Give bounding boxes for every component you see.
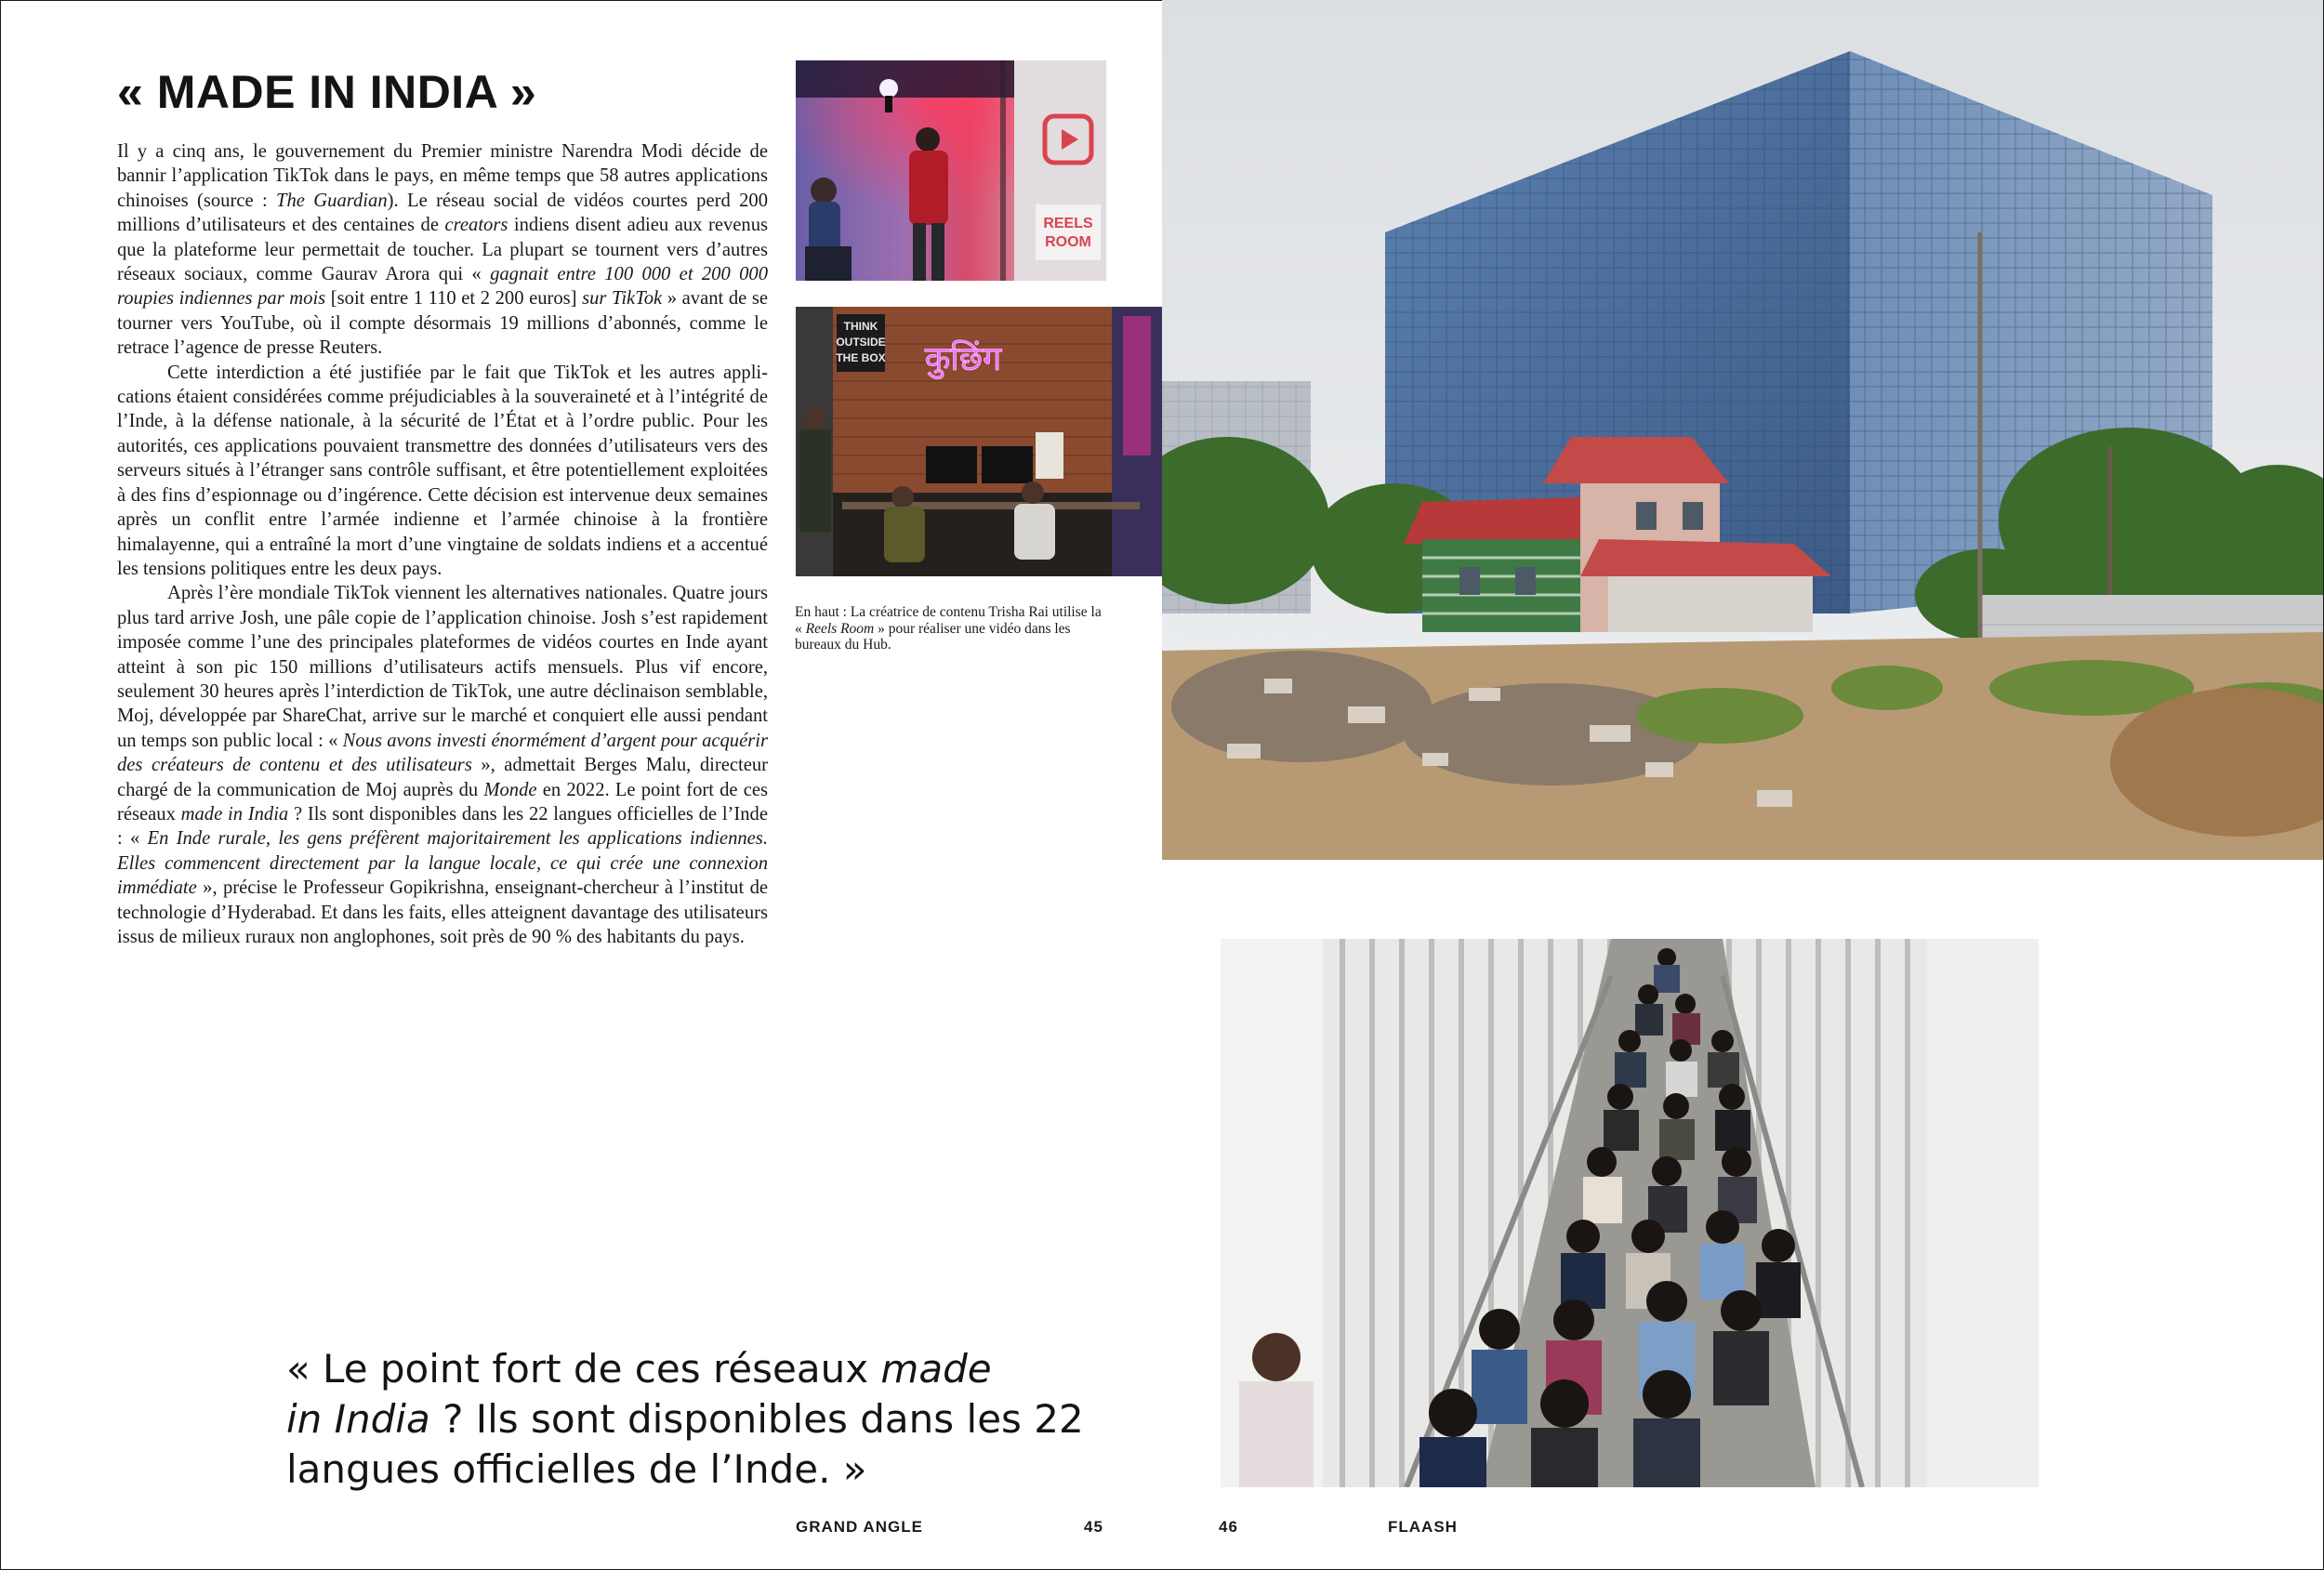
- poster-line-1: THINK: [843, 320, 878, 333]
- text-run-4: indiens disent adieu aux revenus que la plateforme leur permettait de toucher. La plupart se tournent vers d’autres réseaux sociaux, comme Gaurav Arora qui «: [117, 215, 769, 285]
- text-run-0: Il y a cinq ans, le gouvernement du Premier ministre Narendra Modi décide de bannir l’application TikTok dans le pays, en même temps que 58 autres applications chinoises (source :: [117, 141, 768, 211]
- article-body: [117, 139, 768, 949]
- caption-text-start: En haut : La créatrice de contenu Trisha Rai utilise la «: [795, 604, 1102, 637]
- article-heading: « MADE IN INDIA »: [117, 66, 537, 118]
- text-run-6: [soit entre 1 110 et 2 200 euros]: [325, 288, 583, 310]
- photo-office-hub: [796, 307, 1162, 576]
- pullquote-italic-1: made: [880, 1346, 992, 1392]
- caption-text-end: » pour réaliser une vidéo dans les bureaux du Hub.: [795, 620, 1071, 653]
- poster-line-3: THE BOX: [836, 351, 886, 364]
- article-paragraph-2: [117, 361, 768, 582]
- footer-left-page-number: 45: [1084, 1518, 1103, 1536]
- text-run-0: Cette interdiction a été justifiée par le fait que TikTok et les autres applications étaient considérées comme préjudiciables à la souveraineté et à l’intégrité de l’Inde, à la défense nationale, à la sécurité de l’État et à l’ordre public. Pour les autorités, ces applications pouvaient transmettre des données d’utilisateurs vers des serveurs situés à l’étranger sans contrôle suffisant, et être potentiellement exploitées à des fins d’espionnage ou d’ingérence. Cette décision est intervenue deux semaines après un conflit entre l’armée indienne et l’armée chinoise à la frontière himalayenne, qui a entraîné la mort d’une vingtaine de soldats indiens et a accentué les tensions politiques entre les deux pays.: [117, 362, 768, 579]
- text-run-8: », précise le Professeur Gopikrishna, enseignant-chercheur à l’institut de technologie d’Hyderabad. Et dans les faits, elles atteignent davantage des utilisateurs issus de milieux ruraux non anglophones, soit près de 90 % des habitants du pays.: [117, 877, 768, 947]
- text-run-6: ? Ils sont disponibles dans les 22 langues officielles de l’Inde : «: [117, 803, 768, 850]
- neon-sign: कुछिंग: [924, 340, 1002, 378]
- article-paragraph-3: [117, 581, 768, 949]
- footer-right-page-number: 46: [1219, 1518, 1238, 1536]
- article-paragraph-1: [117, 139, 768, 361]
- pullquote-part-1: « Le point fort de ces réseaux: [286, 1346, 881, 1392]
- italic-run-3: Monde: [483, 779, 537, 800]
- pull-quote: [286, 1344, 1123, 1495]
- photo-glass-building: [1162, 0, 2323, 860]
- footer-left-section: GRAND ANGLE: [796, 1518, 923, 1536]
- text-run-2: », admettait Berges Malu, directeur chargé de la communication de Moj auprès du: [117, 755, 769, 800]
- photo-crowd-stairs: [1221, 939, 2039, 1487]
- poster-line-2: OUTSIDE: [836, 336, 886, 349]
- italic-run-7: En Inde rurale, les gens préfèrent majoritairement les applications indiennes. Elles commencent directement par la langue locale, ce qui crée une connexion immédiate: [117, 828, 768, 899]
- caption-italic: Reels Room: [805, 620, 875, 637]
- reels-sign-line-1: REELS: [1043, 216, 1093, 231]
- photo-caption: [795, 604, 1111, 653]
- italic-run-5: gagnait entre 100 000 et 200 000 roupies indiennes par mois: [117, 264, 769, 310]
- reels-sign-line-2: ROOM: [1045, 234, 1091, 250]
- italic-run-3: creators: [444, 215, 508, 236]
- italic-run-7: sur TikTok: [582, 288, 663, 310]
- pullquote-italic-2: in India: [286, 1396, 430, 1442]
- text-run-0: Après l’ère mondiale TikTok viennent les alternatives nationales. Quatre jours plus tard arrive Josh, une pâle copie de l’application chinoise. Josh s’est rapidement imposée comme l’une des principales plateformes de vidéos courtes en Inde ayant atteint à son pic 150 millions d’utilisateurs actifs mensuels. Plus vif encore, seulement 30 heures après l’interdiction de TikTok, une autre déclinaison semblable, Moj, développée par ShareChat, arrive sur le marché et conquiert elle aussi pendant un temps son public local : «: [117, 583, 768, 751]
- italic-run-5: made in India: [180, 803, 289, 825]
- pullquote-part-3: ? Ils sont disponibles dans les 22 langues officielles de l’Inde. »: [286, 1396, 1084, 1492]
- italic-run-1: The Guardian: [276, 190, 388, 211]
- text-run-4: en 2022. Le point fort de ces réseaux: [117, 779, 769, 825]
- text-run-2: ). Le réseau social de vidéos courtes perd 200 millions d’utilisateurs et des centaines de: [117, 190, 768, 236]
- text-run-8: » avant de se tourner vers YouTube, où il compte désormais 19 millions d’abonnés, comme le retrace l’agence de presse Reuters.: [117, 288, 768, 359]
- photo-reels-room: [796, 60, 1106, 281]
- italic-run-1: Nous avons investi énormément d’argent pour acquérir des créateurs de contenu et des utilisateurs: [117, 730, 768, 776]
- footer-right-section: FLAASH: [1388, 1518, 1458, 1536]
